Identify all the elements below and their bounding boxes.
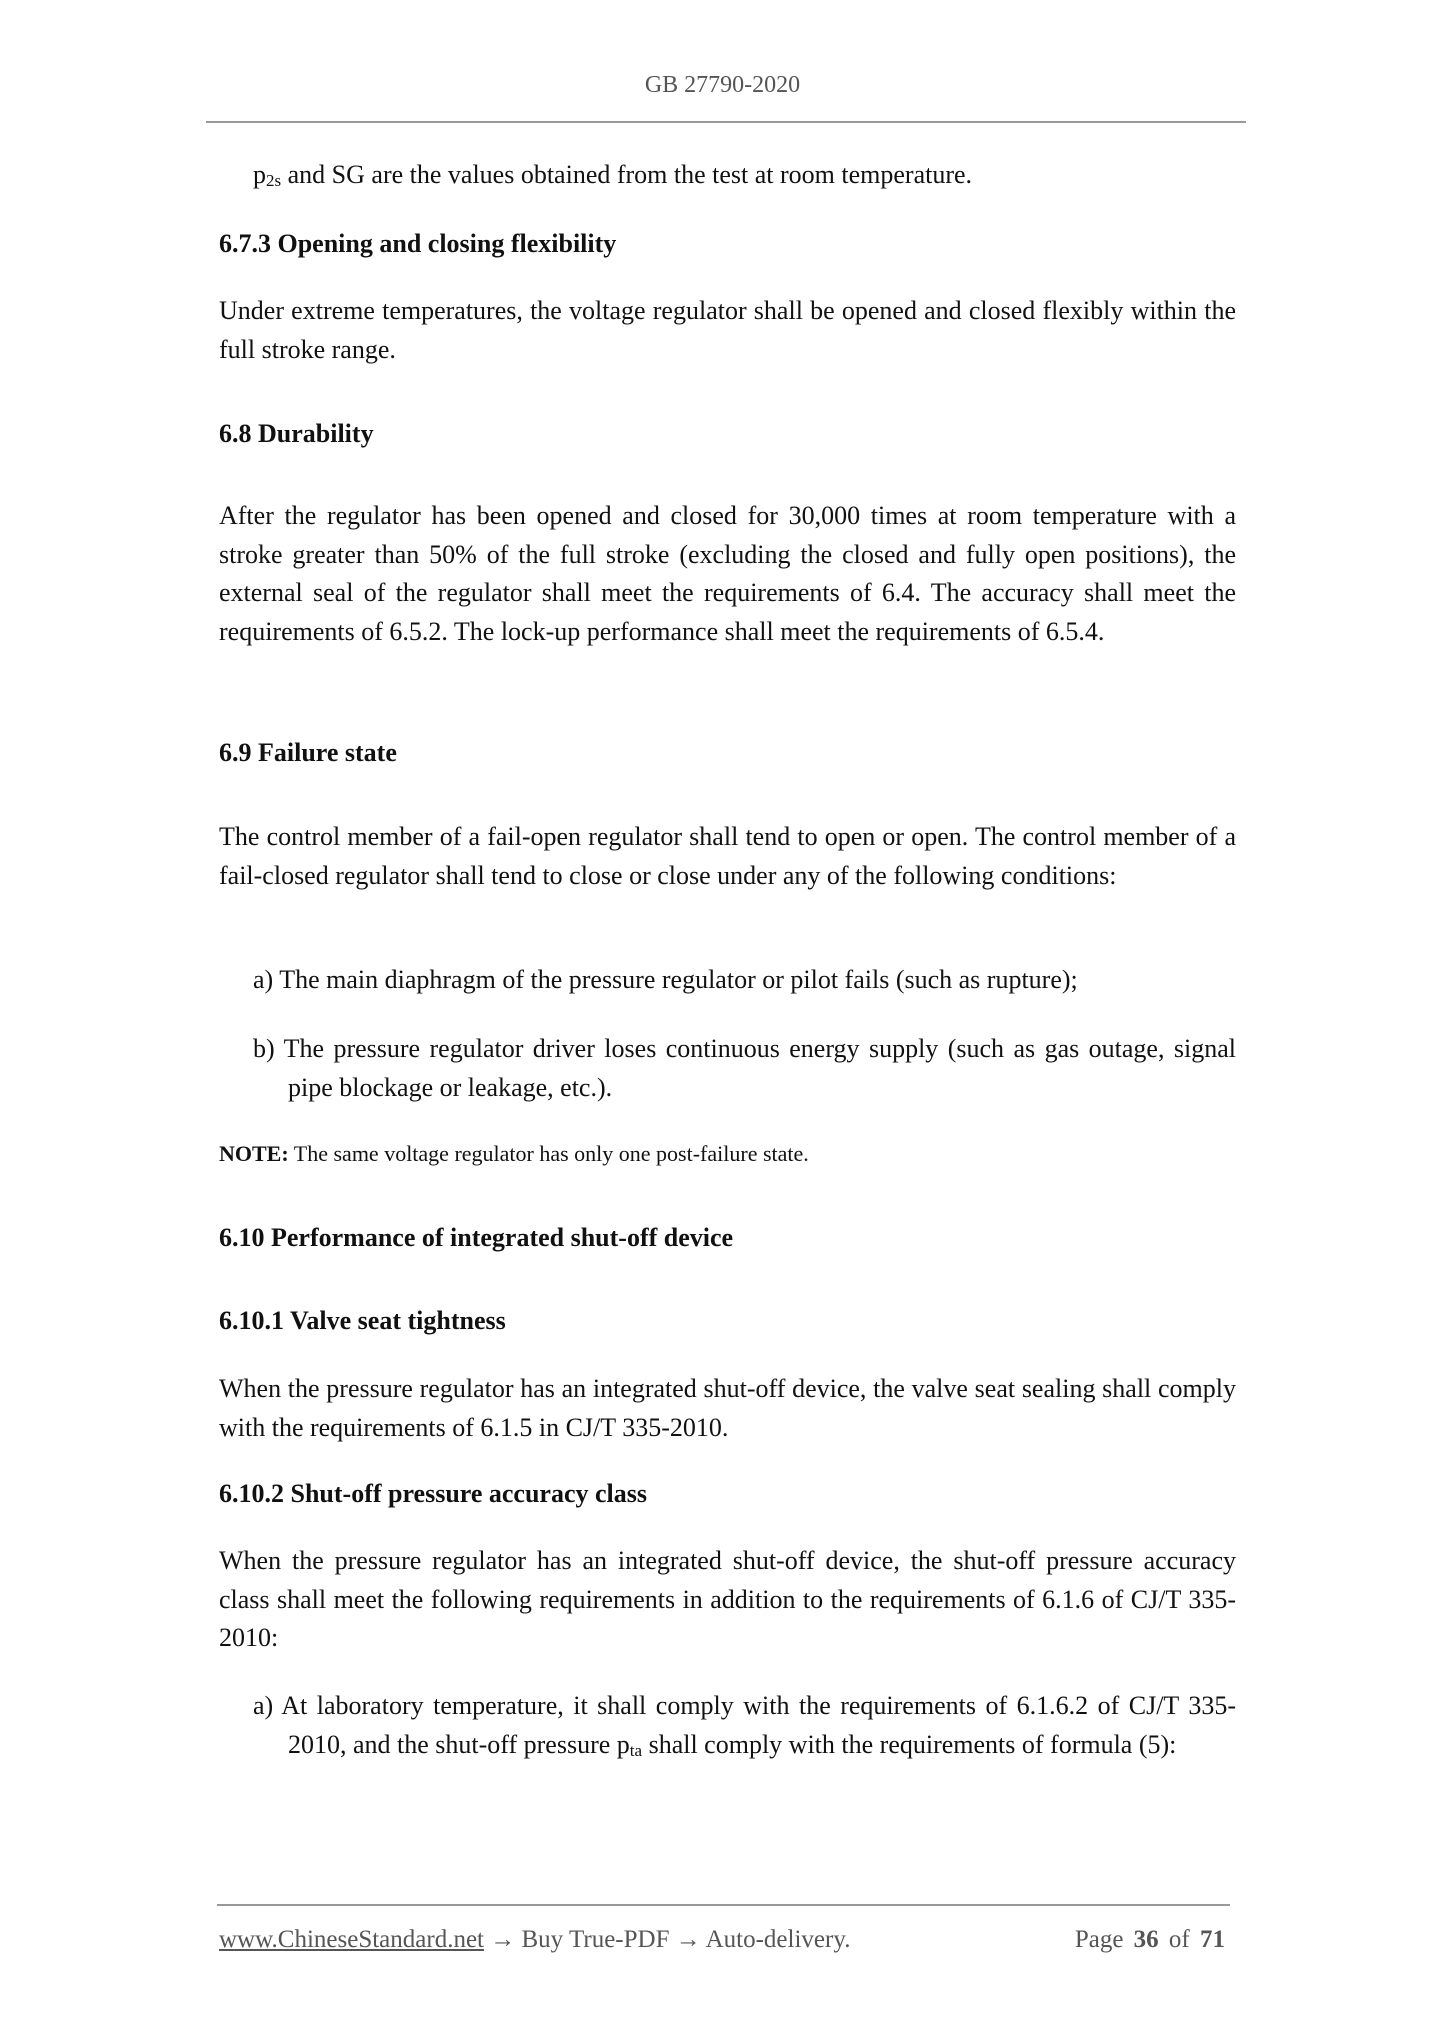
page-indicator — [1075, 1926, 1225, 1954]
heading-6-10: 6.10 Performance of integrated shut-off device — [219, 1223, 734, 1252]
heading-6-10-2: 6.10.2 Shut-off pressure accuracy class — [219, 1479, 648, 1508]
paragraph-6-8: After the regulator has been opened and closed for 30,000 times at room temperature with a stroke greater than 50% of the full stroke (excluding the closed and fully open positions), the external seal of the regulator shall meet the requirements of 6.4. The accuracy shall meet the requirements of 6.5.2. The lock-up performance shall meet the requirements of 6.5.4. — [219, 501, 1236, 646]
auto-delivery-text: Auto-delivery. — [700, 1926, 851, 1953]
item-text: a) At laboratory temperature, it shall comply with the requirements of 6.1.6.2 of CJ/T 335-2010, and the shut-off pressure p — [253, 1691, 1236, 1759]
heading-6-8: 6.8 Durability — [219, 419, 374, 448]
symbol: p — [253, 160, 266, 189]
list-item-2a — [253, 1687, 1236, 1770]
paragraph-6-10-2: When the pressure regulator has an integrated shut-off device, the shut-off pressure accuracy class shall meet the following requirements in addition to the requirements of 6.1.6 of CJ/T 335-2010: — [219, 1546, 1236, 1652]
arrow-right-icon: → — [675, 1926, 701, 1953]
buy-text: Buy True-PDF — [515, 1926, 676, 1953]
list-item-b: b) The pressure regulator driver loses continuous energy supply (such as gas outage, signal pipe blockage or leakage, etc.). — [253, 1034, 1236, 1102]
paragraph-6-10-1: When the pressure regulator has an integrated shut-off device, the valve seat sealing shall comply with the requirements of 6.1.5 in CJ/T 335-2010. — [219, 1374, 1236, 1442]
paragraph-6-7-3: Under extreme temperatures, the voltage regulator shall be opened and closed flexibly within the full stroke range. — [219, 296, 1236, 364]
page-number: 36 — [1133, 1926, 1159, 1953]
arrow-right-icon: → — [490, 1926, 516, 1953]
heading-6-7-3: 6.7.3 Opening and closing flexibility — [219, 229, 617, 258]
item-text: shall comply with the requirements of formula (5): — [642, 1729, 1177, 1759]
document-header: GB 27790-2020 — [644, 72, 801, 98]
symbol-subscript: ta — [629, 1740, 643, 1760]
heading-6-9: 6.9 Failure state — [219, 738, 397, 767]
paragraph-6-9: The control member of a fail-open regulator shall tend to open or open. The control member of a fail-closed regulator shall tend to close or close under any of the following conditions: — [219, 822, 1236, 890]
paragraph-text: and SG are the values obtained from the test at room temperature. — [281, 160, 973, 189]
symbol-subscript: 2s — [266, 171, 282, 190]
chinesestandard-link[interactable]: www.ChineseStandard.net — [219, 1926, 484, 1953]
list-item-a: a) The main diaphragm of the pressure regulator or pilot fails (such as rupture); — [253, 965, 1078, 994]
of-label: of — [1168, 1926, 1190, 1953]
footer-left — [219, 1926, 850, 1954]
page-total: 71 — [1200, 1926, 1225, 1953]
footer-divider — [217, 1904, 1230, 1906]
note-text: The same voltage regulator has only one post-failure state. — [288, 1141, 809, 1166]
heading-6-10-1: 6.10.1 Valve seat tightness — [219, 1306, 506, 1335]
header-divider — [206, 121, 1246, 123]
note — [219, 1135, 1236, 1174]
page-label: Page — [1074, 1926, 1124, 1953]
note-label: NOTE: — [219, 1141, 289, 1166]
paragraph-room-temp — [253, 156, 1236, 201]
